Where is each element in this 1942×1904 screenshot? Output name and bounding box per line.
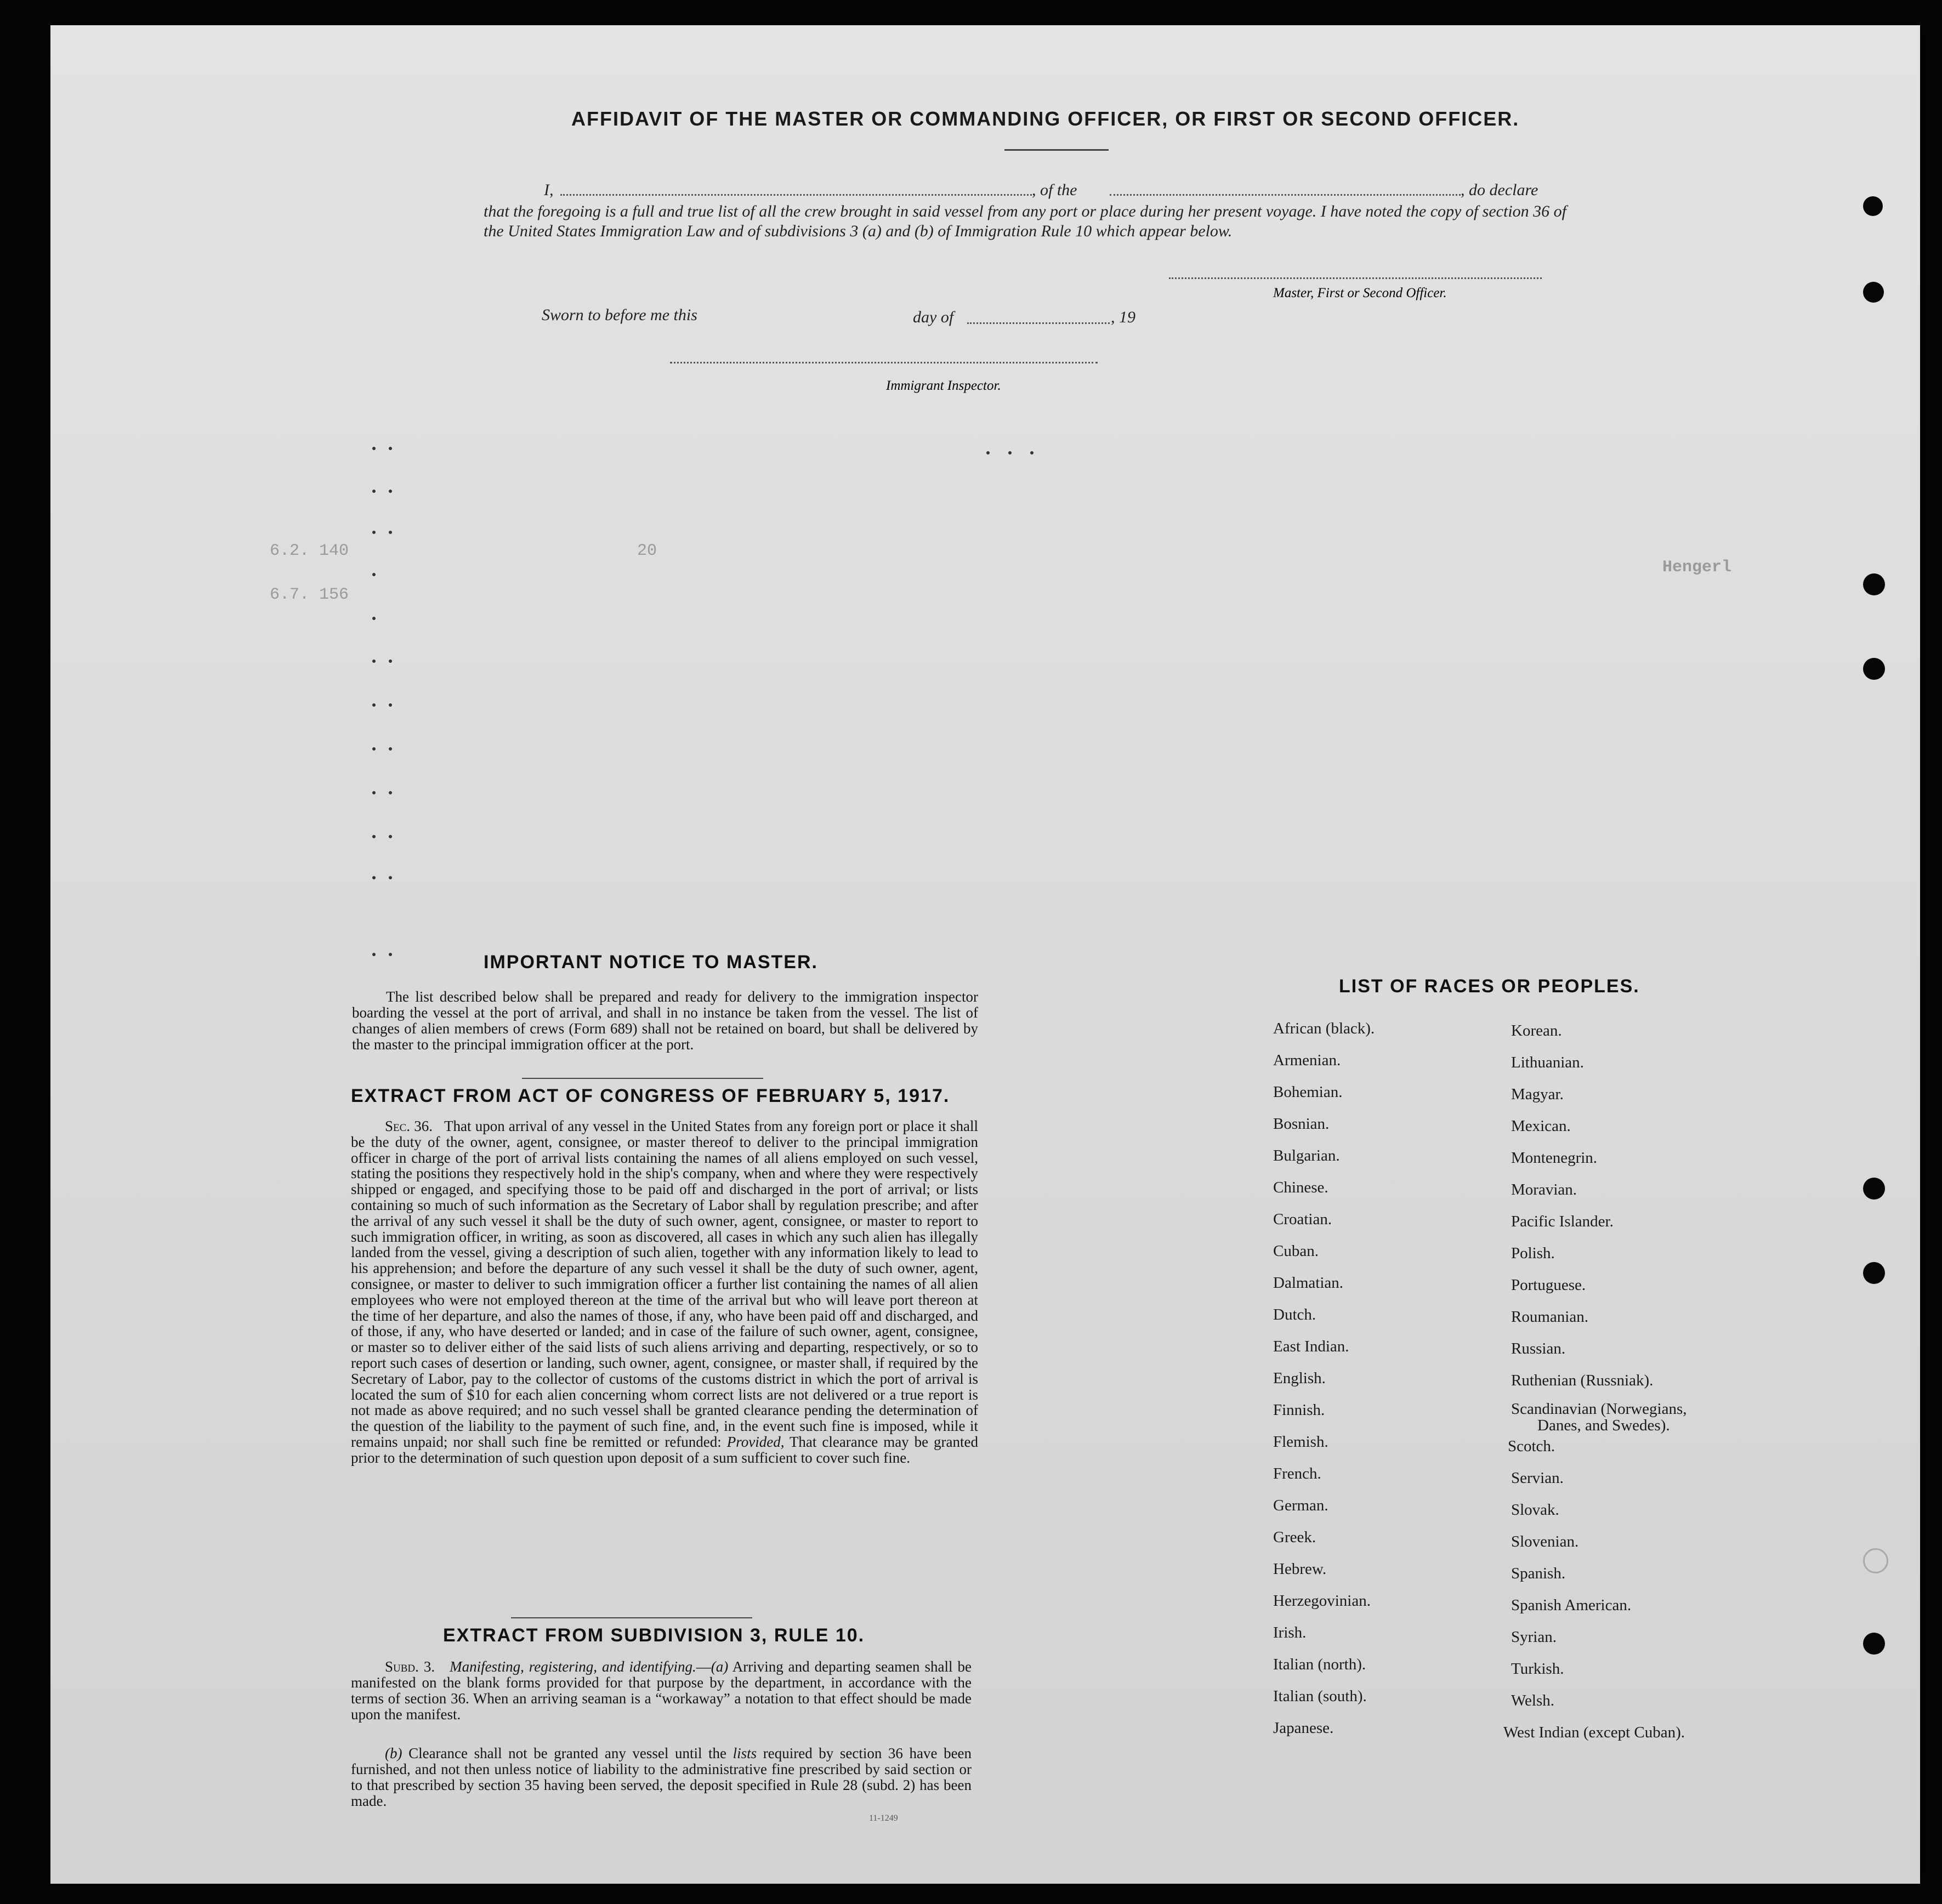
race-item: Slovak. [1511, 1501, 1559, 1519]
race-item: Japanese. [1273, 1719, 1334, 1737]
form-number: 11-1249 [869, 1814, 898, 1823]
year-label: , 19 [1111, 308, 1135, 326]
race-item: Finnish. [1273, 1401, 1325, 1419]
race-item: Greek. [1273, 1528, 1316, 1546]
race-item: Korean. [1511, 1022, 1562, 1039]
affidavit-of-the: , of the [1032, 181, 1077, 199]
lists-word: lists [732, 1745, 757, 1761]
signature-blank[interactable] [1169, 277, 1542, 279]
race-item: Scotch. [1508, 1437, 1555, 1455]
races-title: LIST OF RACES OR PEOPLES. [1339, 976, 1640, 997]
race-item: Cuban. [1273, 1242, 1319, 1260]
race-item: Welsh. [1511, 1692, 1555, 1709]
race-item: Turkish. [1511, 1660, 1564, 1678]
subd-a-label: (a) [711, 1658, 729, 1675]
race-item: Dalmatian. [1273, 1274, 1344, 1292]
act-divider [511, 1617, 752, 1618]
bleed-name-1: Hengerl [1662, 558, 1732, 577]
race-item: Bulgarian. [1273, 1147, 1340, 1164]
race-item: Moravian. [1511, 1181, 1577, 1198]
subd-b-body-1: Clearance shall not be granted any vessel until the [408, 1745, 727, 1761]
race-item: Polish. [1511, 1244, 1555, 1262]
binding-hole [1863, 1548, 1888, 1573]
affidavit-body: that the foregoing is a full and true list of all the crew brought in said vessel from any port or place during her present voyage. I have noted the copy of section 36 of the United States Immigration Law and of subdivisions 3 (a) and (b) of Immigration Rule 10 which appear below. [484, 202, 1566, 240]
signature-label: Master, First or Second Officer. [1273, 286, 1447, 300]
section-36-body: That upon arrival of any vessel in the United States from any foreign port or place it shall be the duty of the owner, agent, consignee, or master thereof to deliver to the principal immigration officer in charge of the port of arrival lists containing the names of all aliens employed on such vessel, stating the positions they respectively hold in the ship's company, when and where they were respectively shipped or engaged, and specifying those to be paid off and discharged in the port of arrival; or lists containing so much of such information as the Secretary of Labor shall by regulation prescribe; and after the arrival of any such vessel it shall be the duty of such owner, agent, consignee, or master to report to such immigration officer, in writing, as soon as discovered, all cases in which any such alien has illegally landed from the vessel, giving a description of such alien, together with any information likely to lead to his apprehension; and before the departure of any such vessel it shall be the duty of such owner, agent, consignee, or master to deliver to such immigration officer a further list containing the names of all alien employees who were not employed thereon at the time of the arrival but who will leave port thereon at the time of her departure, and also the names of those, if any, who have been paid off and discharged, and of those, if any, who have deserted or landed; and in case of the failure of such owner, agent, consignee, or master so to deliver either of the said lists of such aliens arriving and departing, respectively, or so to report such cases of desertion or landing, such owner, agent, consignee, or master shall, if required by the Secretary of Labor, pay to the collector of customs of the customs district in which the port of arrival is located the sum of $10 for each alien concerning whom correct lists are not delivered or a true report is not made as above required; and no such vessel shall be granted clearance pending the determination of the question of the liability to the payment of such fine, and, in the event such fine is imposed, while it remains unpaid; nor shall such fine be remitted or refunded: [351, 1118, 978, 1450]
name-blank[interactable] [560, 194, 1032, 196]
race-item: Chinese. [1273, 1179, 1328, 1196]
binding-hole [1863, 196, 1883, 216]
notice-divider [522, 1078, 763, 1079]
bleed-number-3: 20 [637, 542, 657, 560]
race-item: Irish. [1273, 1624, 1307, 1641]
race-item: Slovenian. [1511, 1533, 1579, 1550]
race-item: Bosnian. [1273, 1115, 1330, 1133]
race-item: Pacific Islander. [1511, 1213, 1614, 1230]
section-36-label: Sec. 36. [385, 1118, 433, 1134]
race-item: Roumanian. [1511, 1308, 1588, 1326]
race-item: Russian. [1511, 1340, 1566, 1357]
race-item: Dutch. [1273, 1306, 1316, 1323]
race-item: East Indian. [1273, 1338, 1349, 1355]
margin-dots [292, 431, 423, 979]
binding-hole [1863, 1178, 1885, 1200]
subd-b-label: (b) [385, 1745, 402, 1761]
affidavit-title: AFFIDAVIT OF THE MASTER OR COMMANDING OFFICER, OR FIRST OR SECOND OFFICER. [571, 107, 1520, 130]
race-item: Italian (north). [1273, 1656, 1366, 1673]
race-item: Flemish. [1273, 1433, 1328, 1451]
race-item: Italian (south). [1273, 1687, 1367, 1705]
race-item: Portuguese. [1511, 1276, 1586, 1294]
race-item: Magyar. [1511, 1085, 1564, 1103]
document-sheet [50, 25, 1920, 1884]
binding-hole [1863, 282, 1884, 303]
provided-word: Provided, [726, 1433, 785, 1450]
binding-hole [1863, 1633, 1885, 1655]
sworn-label: Sworn to before me this [542, 306, 697, 324]
extract-rule-title: EXTRACT FROM SUBDIVISION 3, RULE 10. [443, 1625, 865, 1646]
race-item: English. [1273, 1369, 1326, 1387]
race-item: German. [1273, 1497, 1328, 1514]
subdivision-b-text [351, 1746, 972, 1809]
title-underline [1004, 149, 1109, 151]
center-dots [983, 447, 1048, 458]
subd-a-body: Arriving and departing seamen shall be manifested on the blank forms provided for that purpose by the department, in accordance with the terms of section 36. When an arriving seaman is a “workaway” a notation to that effect should be made upon the manifest. [351, 1658, 972, 1723]
race-item: French. [1273, 1465, 1321, 1482]
inspector-label: Immigrant Inspector. [886, 378, 1001, 393]
race-item: Ruthenian (Russniak). [1511, 1372, 1654, 1389]
race-item: Montenegrin. [1511, 1149, 1598, 1167]
subd-heading: Manifesting, registering, and identifying. [450, 1658, 696, 1675]
section-36-body-end: That clearance may be granted prior to the determination of such question upon deposit of a sum sufficient to cover such fine. [351, 1433, 979, 1466]
race-item: Croatian. [1273, 1210, 1332, 1228]
day-of-label: day of [913, 308, 954, 326]
inspector-signature-blank[interactable] [670, 362, 1098, 363]
affidavit-i: I, [544, 181, 554, 199]
race-item: Scandinavian (Norwegians, [1511, 1400, 1687, 1418]
race-item: Syrian. [1511, 1628, 1557, 1646]
race-item: African (black). [1273, 1020, 1375, 1037]
bleed-number-2: 6.7. 156 [270, 586, 349, 604]
subd-b-body-2: required by section 36 have been furnished, and not then unless notice of liability to the administrative fine prescribed by said section or to that prescribed by section 35 having been served, the deposit specified in Rule 28 (subd. 2) has been made. [351, 1745, 972, 1809]
vessel-blank[interactable] [1110, 194, 1461, 196]
race-item: Servian. [1511, 1469, 1564, 1487]
race-item: Hebrew. [1273, 1560, 1327, 1578]
binding-hole [1863, 658, 1885, 680]
race-item: Bohemian. [1273, 1083, 1343, 1101]
race-item: West Indian (except Cuban). [1503, 1724, 1685, 1741]
race-item: Herzegovinian. [1273, 1592, 1371, 1610]
extract-act-title: EXTRACT FROM ACT OF CONGRESS OF FEBRUARY 5, 1917. [351, 1085, 950, 1106]
race-item: Lithuanian. [1511, 1054, 1584, 1071]
subd-label: Subd. 3. [385, 1658, 435, 1675]
race-item: Spanish. [1511, 1565, 1566, 1582]
affidavit-declare: , do declare [1461, 181, 1538, 199]
binding-hole [1863, 573, 1885, 595]
race-item: Spanish American. [1511, 1596, 1632, 1614]
binding-hole [1863, 1262, 1885, 1284]
bleed-number-1: 6.2. 140 [270, 542, 349, 560]
race-item: Danes, and Swedes). [1537, 1417, 1670, 1434]
notice-title: IMPORTANT NOTICE TO MASTER. [484, 952, 818, 973]
race-item: Mexican. [1511, 1117, 1571, 1135]
month-blank[interactable] [967, 322, 1110, 324]
section-36-text [351, 1118, 978, 1466]
subdivision-a-text: Subd. 3. Manifesting, registering, and identifying.—(a) Arriving and departing seamen shall be manifested on the blank forms provided for that purpose by the department, in accordance with the terms of section 36. When an arriving seaman is a “workaway” a notation to that effect should be made upon the manifest. [351, 1658, 972, 1723]
notice-body: The list described below shall be prepared and ready for delivery to the immigration inspector boarding the vessel at the port of arrival, and shall in no instance be taken from the vessel. The list of changes of alien members of crews (Form 689) shall not be retained on board, but shall be delivered by the master to the principal immigration officer at the port. [352, 988, 978, 1053]
race-item: Armenian. [1273, 1052, 1341, 1069]
